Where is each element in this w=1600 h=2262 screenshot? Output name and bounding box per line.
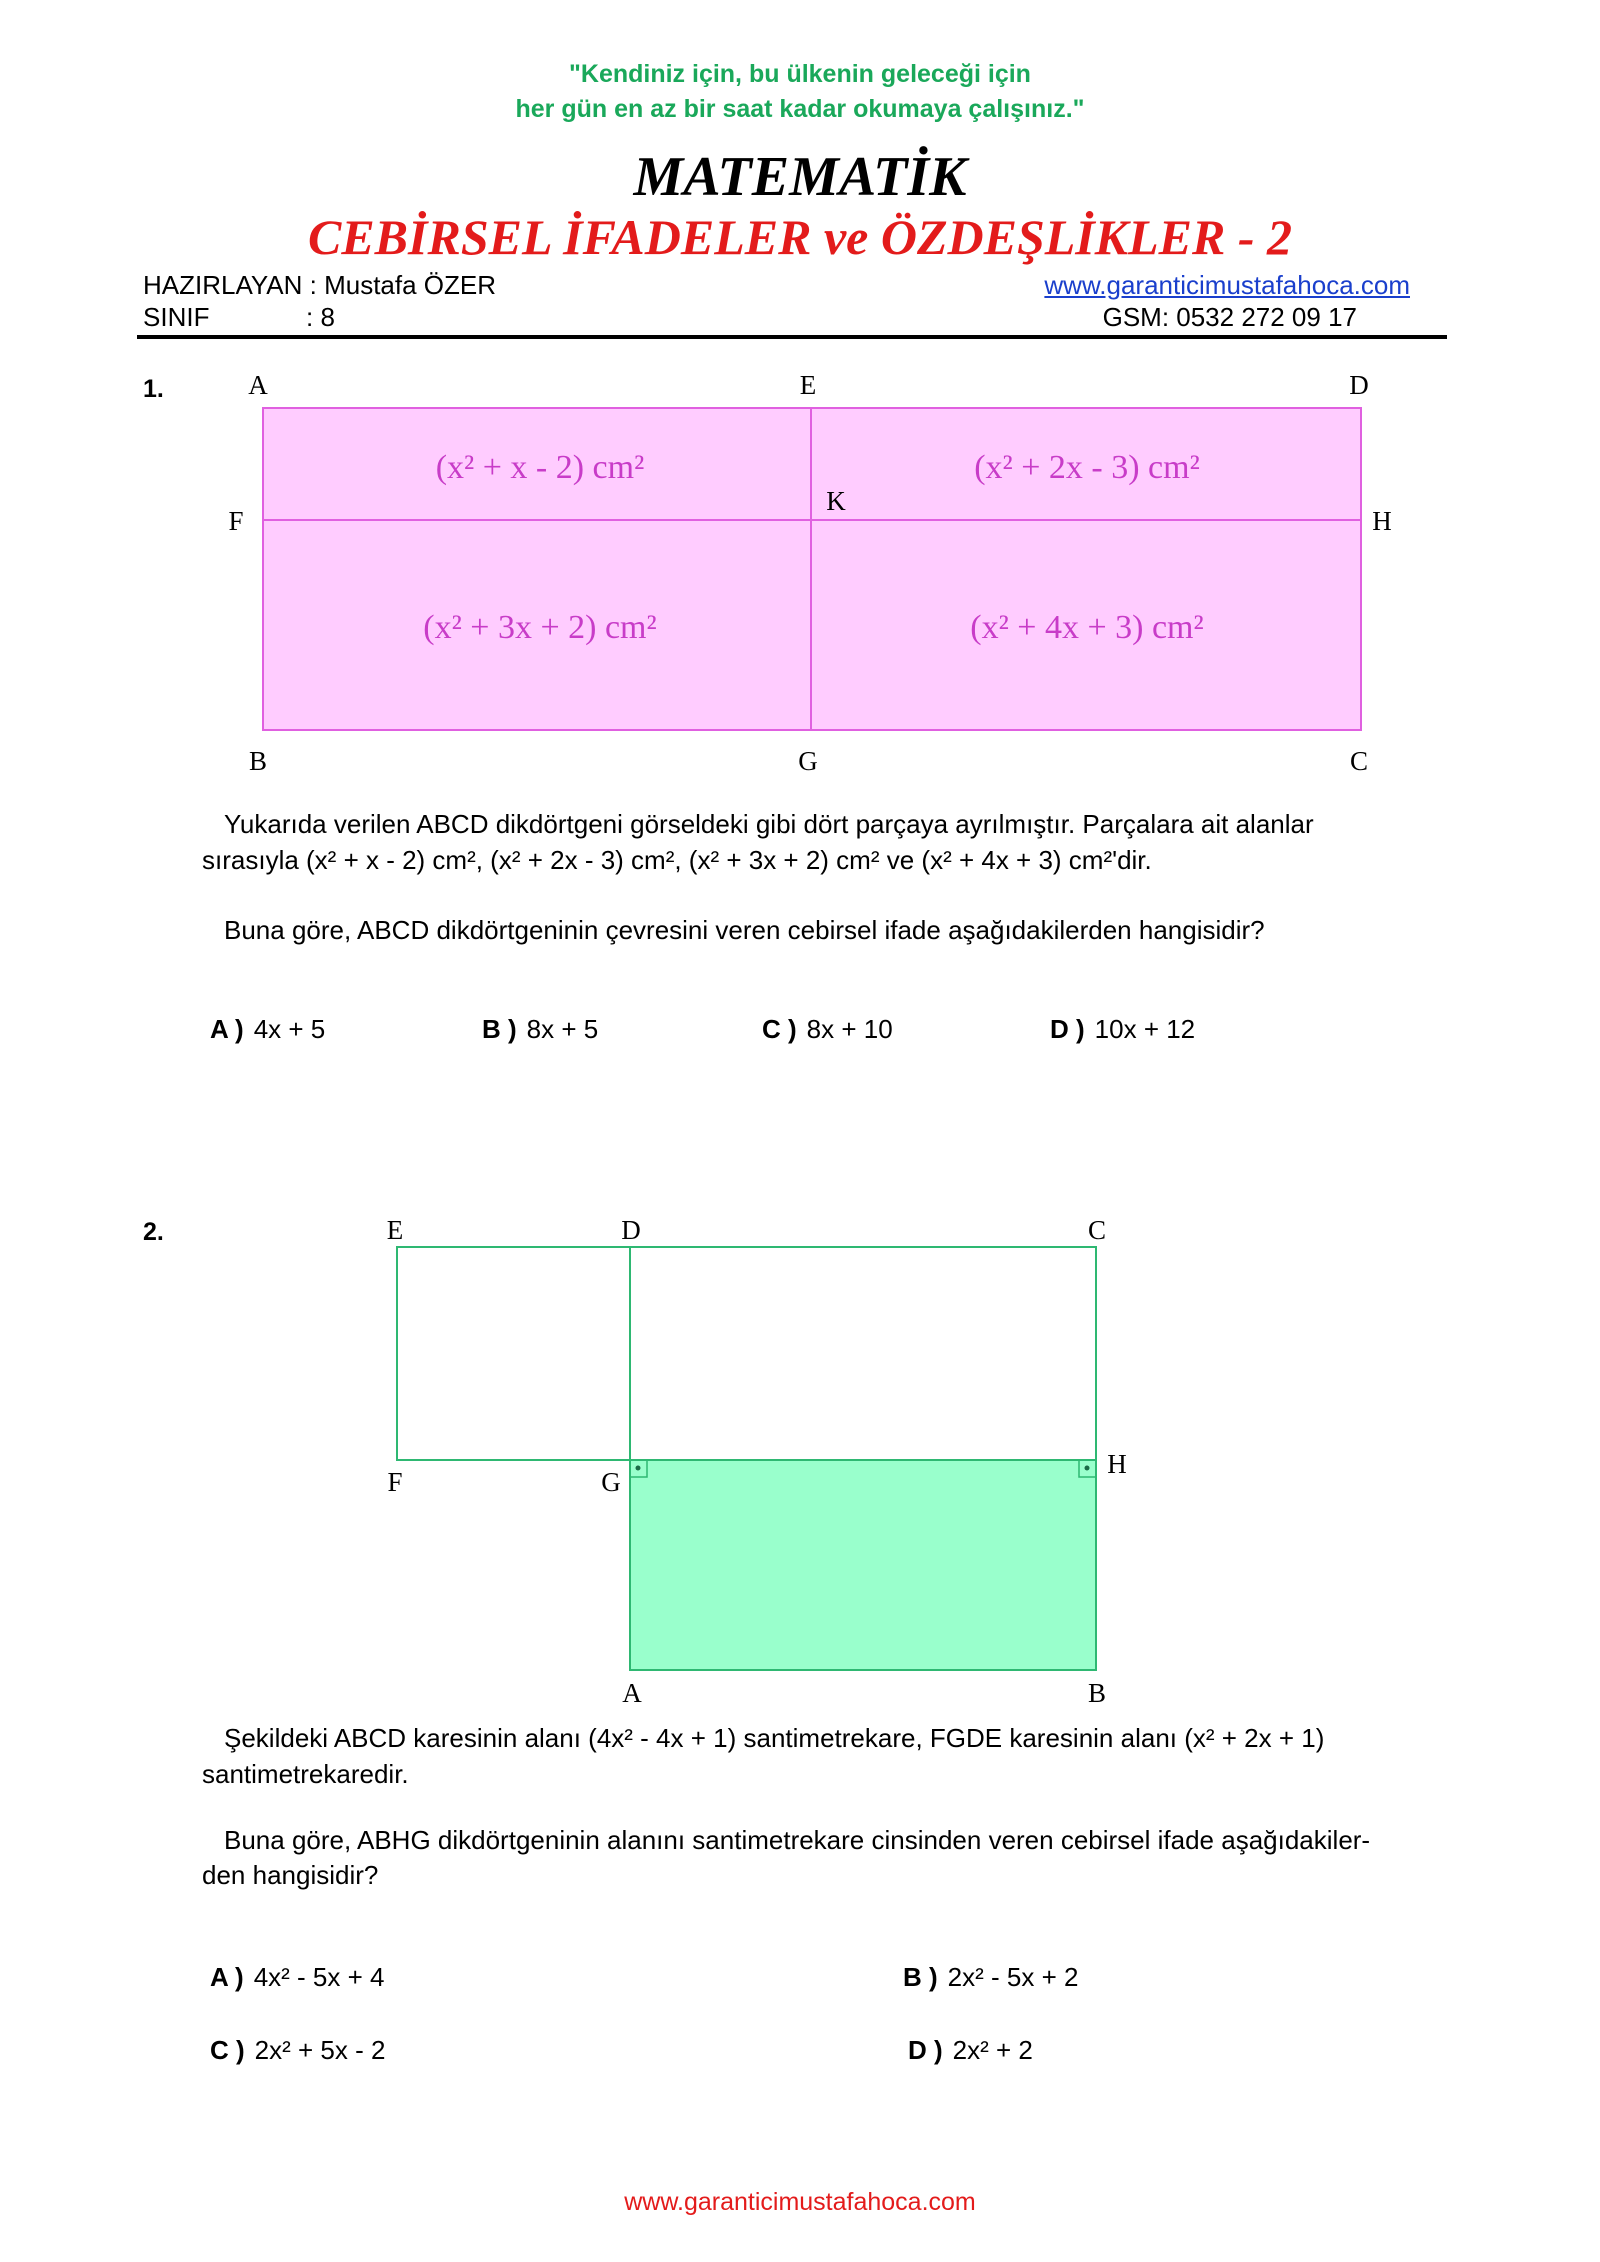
- point-a-label: A: [622, 1678, 642, 1708]
- point-d-label: D: [1349, 370, 1369, 400]
- point-f-label: F: [228, 506, 244, 536]
- area-top-right: (x² + 2x - 3) cm²: [974, 449, 1200, 486]
- point-k-label: K: [826, 486, 846, 516]
- point-h-label: H: [1107, 1449, 1127, 1479]
- question-2-choice-b[interactable]: B ) 2x² - 5x + 2: [903, 1962, 1079, 1992]
- right-angle-g-dot: [636, 1466, 641, 1471]
- topic-title: CEBİRSEL İFADELER ve ÖZDEŞLİKLER - 2: [307, 209, 1292, 265]
- point-h-label: H: [1372, 506, 1392, 536]
- point-e-label: E: [799, 370, 817, 400]
- point-c-label: C: [1349, 746, 1369, 776]
- question-2-text-line-2: santimetrekaredir.: [202, 1759, 409, 1789]
- right-angle-h-dot: [1085, 1466, 1090, 1471]
- question-2-choice-a[interactable]: A ) 4x² - 5x + 4: [210, 1962, 385, 1992]
- question-2-prompt-line-2: den hangisidir?: [202, 1860, 379, 1890]
- question-1-choice-c[interactable]: C ) 8x + 10: [762, 1014, 893, 1044]
- question-2-choice-c[interactable]: C ) 2x² + 5x - 2: [210, 2035, 386, 2065]
- area-bottom-left: (x² + 3x + 2) cm²: [423, 609, 657, 646]
- point-d-label: D: [621, 1215, 641, 1245]
- class-label: SINIF: [143, 302, 210, 332]
- question-1-text-line-1: Yukarıda verilen ABCD dikdörtgeni görseldeki gibi dört parçaya ayrılmıştır. Parçalara ait alanlar: [224, 809, 1314, 839]
- motto-line-1: "Kendiniz için, bu ülkenin geleceği için: [569, 60, 1031, 88]
- point-f-label: F: [387, 1467, 403, 1497]
- author-label: HAZIRLAYAN : Mustafa ÖZER: [143, 270, 497, 300]
- website-link[interactable]: www.garanticimustafahoca.com: [1044, 270, 1410, 300]
- question-1-choice-b[interactable]: B ) 8x + 5: [482, 1014, 599, 1044]
- question-2-number: 2.: [143, 1218, 164, 1246]
- subject-title: MATEMATİK: [633, 146, 967, 208]
- question-1-number: 1.: [143, 375, 164, 403]
- question-1-prompt: Buna göre, ABCD dikdörtgeninin çevresini veren cebirsel ifade aşağıdakilerden hangisidir?: [224, 915, 1265, 945]
- point-a-label: A: [248, 370, 268, 400]
- square-fgde: [397, 1247, 630, 1460]
- gsm-number: GSM: 0532 272 09 17: [1102, 302, 1357, 332]
- question-1-figure: [0, 0, 1600, 800]
- point-e-label: E: [386, 1215, 404, 1245]
- point-c-label: C: [1087, 1215, 1107, 1245]
- rectangle-abhg: [630, 1460, 1096, 1670]
- class-value: : 8: [306, 302, 335, 332]
- question-2-text-line-1: Şekildeki ABCD karesinin alanı (4x² - 4x + 1) santimetrekare, FGDE karesinin alanı (x² + 2x + 1): [224, 1723, 1325, 1753]
- area-bottom-right: (x² + 4x + 3) cm²: [970, 609, 1204, 646]
- question-2-figure: [0, 1150, 1600, 1710]
- area-top-left: (x² + x - 2) cm²: [435, 449, 645, 486]
- footer-website[interactable]: www.garanticimustafahoca.com: [624, 2188, 976, 2216]
- question-2-choice-d[interactable]: D ) 2x² + 2: [908, 2035, 1033, 2065]
- question-2-prompt-line-1: Buna göre, ABHG dikdörtgeninin alanını santimetrekare cinsinden veren cebirsel ifade aşağıdakiler-: [224, 1825, 1371, 1855]
- point-g-label: G: [798, 746, 818, 776]
- point-g-label: G: [601, 1467, 621, 1497]
- point-b-label: B: [1087, 1678, 1107, 1708]
- point-b-label: B: [248, 746, 268, 776]
- question-1-choice-a[interactable]: A ) 4x + 5: [210, 1014, 326, 1044]
- motto-line-2: her gün en az bir saat kadar okumaya çalışınız.": [515, 95, 1085, 123]
- question-1-choice-d[interactable]: D ) 10x + 12: [1050, 1014, 1196, 1044]
- question-1-text-line-2: sırasıyla (x² + x - 2) cm², (x² + 2x - 3) cm², (x² + 3x + 2) cm² ve (x² + 4x + 3) cm²'dir.: [202, 845, 1152, 875]
